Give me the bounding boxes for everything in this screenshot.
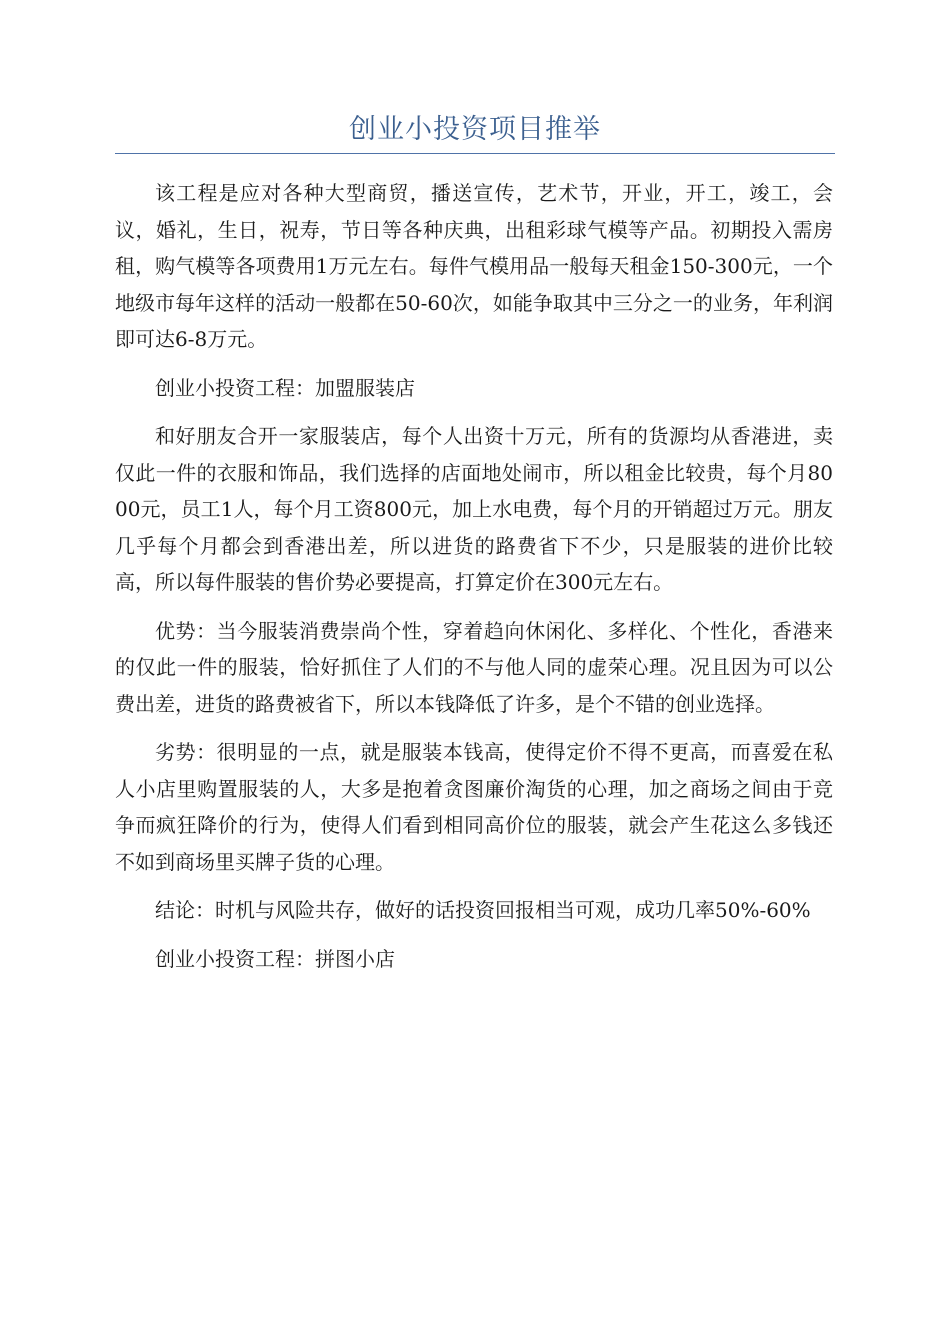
heading-clothing-store: 创业小投资工程：加盟服装店 [155, 375, 415, 400]
heading-puzzle-store: 创业小投资工程：拼图小店 [155, 946, 395, 971]
paragraph-clothing-store: 和好朋友合开一家服装店，每个人出资十万元，所有的货源均从香港进，卖仅此一件的衣服和饰品，我们选择的店面地处闹市，所以租金比较贵，每个月8000元，员工1人，每个月工资800元，加上水电费，每个月的开销超过万元。朋友几乎每个月都会到香港出差，所以进货的路费省下不少，只是服装的进价比较高，所以每件服装的售价势必要提高，打算定价在300元左右。 [115, 424, 833, 594]
paragraph-advantages: 优势：当今服装消费崇尚个性，穿着趋向休闲化、多样化、个性化，香港来的仅此一件的服装，恰好抓住了人们的不与他人同的虚荣心理。况且因为可以公费出差，进货的路费被省下，所以本钱降低了许多，是个不错的创业选择。 [115, 618, 833, 716]
paragraph-conclusion: 结论：时机与风险共存，做好的话投资回报相当可观，成功几率50%-60% [155, 898, 811, 922]
document-body [115, 175, 833, 989]
paragraph-balloon-rental: 该工程是应对各种大型商贸，播送宣传，艺术节，开业，开工，竣工，会议，婚礼，生日，祝寿，节日等各种庆典，出租彩球气模等产品。初期投入需房租，购气模等各项费用1万元左右。每件气模用品一般每天租金150-300元，一个地级市每年这样的活动一般都在50-60次，如能争取其中三分之一的业务，年利润即可达6-8万元。 [115, 181, 833, 351]
paragraph-disadvantages: 劣势：很明显的一点，就是服装本钱高，使得定价不得不更高，而喜爱在私人小店里购置服装的人，大多是抱着贪图廉价淘货的心理，加之商场之间由于竞争而疯狂降价的行为，使得人们看到相同高价位的服装，就会产生花这么多钱还不如到商场里买牌子货的心理。 [115, 740, 833, 874]
title-underline [115, 153, 835, 154]
document-title: 创业小投资项目推举 [349, 114, 601, 145]
